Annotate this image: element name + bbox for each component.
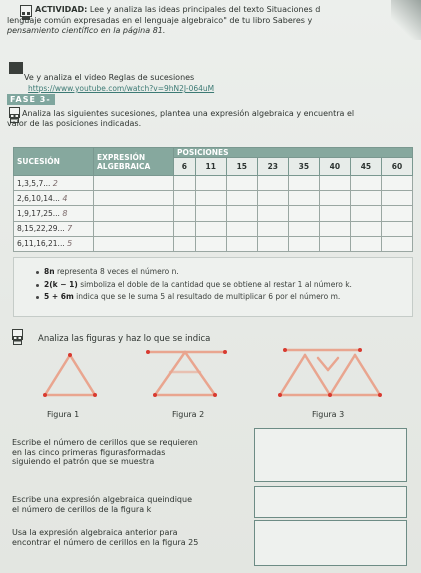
answer-cell[interactable] (350, 176, 381, 191)
answer-cell[interactable] (195, 191, 226, 206)
answer-cell[interactable] (257, 176, 288, 191)
answer-cell[interactable] (350, 221, 381, 236)
answer-box-1[interactable] (254, 428, 407, 482)
answer-cell[interactable] (319, 236, 350, 251)
position-header: 45 (350, 158, 381, 176)
figure-3-triangles (280, 350, 380, 395)
header-sequence: SUCESIÓN (14, 148, 94, 176)
bullet (36, 284, 39, 287)
answer-cell[interactable] (319, 221, 350, 236)
position-header: 35 (288, 158, 319, 176)
answer-cell[interactable] (381, 206, 412, 221)
answer-cell[interactable] (257, 236, 288, 251)
answer-cell[interactable] (257, 206, 288, 221)
answer-cell[interactable] (288, 221, 319, 236)
position-header: 40 (319, 158, 350, 176)
sequence-cell: 1,9,17,25... 8 (14, 206, 94, 221)
table-row (14, 191, 413, 206)
position-header: 23 (257, 158, 288, 176)
position-header: 15 (226, 158, 257, 176)
table-row (14, 221, 413, 236)
bullet (36, 296, 39, 299)
page-corner-shadow (391, 0, 421, 40)
answer-cell[interactable] (226, 221, 257, 236)
answer-cell[interactable] (381, 176, 412, 191)
table-row (14, 176, 413, 191)
bullet (36, 271, 39, 274)
answer-cell[interactable] (350, 206, 381, 221)
position-header: 60 (381, 158, 412, 176)
answer-cell[interactable] (288, 176, 319, 191)
figures-prompt: Analiza las figuras y haz lo que se indica (38, 334, 211, 344)
answer-cell[interactable] (226, 236, 257, 251)
answer-cell[interactable] (319, 176, 350, 191)
expression-cell[interactable] (94, 206, 174, 221)
position-header: 11 (195, 158, 226, 176)
instruction-line-2: valor de las posiciones indicadas. (7, 119, 142, 128)
activity-heading: ACTIVIDAD: (35, 5, 88, 14)
answer-cell[interactable] (350, 236, 381, 251)
answer-cell[interactable] (174, 176, 196, 191)
activity-line-1 (35, 5, 320, 14)
instruction-line-1: Analiza las siguientes sucesiones, plantea una expresión algebraica y encuentra el (22, 109, 355, 118)
sequence-cell: 6,11,16,21... 5 (14, 236, 94, 251)
answer-cell[interactable] (195, 221, 226, 236)
notes-box (13, 257, 413, 317)
sequence-cell: 1,3,5,7... 2 (14, 176, 94, 191)
answer-cell[interactable] (319, 206, 350, 221)
answer-cell[interactable] (195, 236, 226, 251)
answer-cell[interactable] (288, 206, 319, 221)
answer-cell[interactable] (319, 191, 350, 206)
note-3: 5 + 6m indica que se le suma 5 al resultado de multiplicar 6 por el número m. (44, 292, 341, 301)
header-positions: POSICIONES (174, 148, 413, 158)
figure-2-label: Figura 2 (172, 410, 205, 419)
fase-badge: FASE 3- (7, 94, 55, 105)
video-icon (9, 62, 23, 74)
figure-1-triangle (45, 355, 95, 395)
answer-cell[interactable] (174, 206, 196, 221)
answer-cell[interactable] (257, 191, 288, 206)
question-1: Escribe el número de cerillos que se requieren en las cinco primeras figurasformadas siguiendo el patrón que se muestra (12, 438, 198, 466)
expression-cell[interactable] (94, 191, 174, 206)
table-row (14, 236, 413, 251)
answer-box-3[interactable] (254, 520, 407, 566)
video-line: Ve y analiza el video Reglas de sucesiones (24, 73, 195, 82)
answer-cell[interactable] (350, 191, 381, 206)
answer-cell[interactable] (226, 191, 257, 206)
answer-cell[interactable] (174, 191, 196, 206)
handwritten-note: 4 (62, 193, 68, 203)
handwritten-note: 2 (52, 178, 58, 188)
sequence-cell: 8,15,22,29... 7 (14, 221, 94, 236)
position-header: 6 (174, 158, 196, 176)
table-row (14, 206, 413, 221)
handwritten-note: 8 (62, 208, 68, 218)
answer-cell[interactable] (174, 236, 196, 251)
handwritten-note: 7 (67, 224, 73, 234)
answer-box-2[interactable] (254, 486, 407, 518)
activity-line-3: pensamiento científico en la página 81. (7, 26, 166, 35)
answer-cell[interactable] (195, 176, 226, 191)
answer-cell[interactable] (226, 206, 257, 221)
answer-cell[interactable] (381, 236, 412, 251)
activity-text-1: Lee y analiza las ideas principales del texto Situaciones d (89, 5, 321, 14)
answer-cell[interactable] (226, 176, 257, 191)
expression-cell[interactable] (94, 176, 174, 191)
question-2: Escribe una expresión algebraica queindique el número de cerillos de la figura k (12, 495, 192, 514)
header-expression: EXPRESIÓN ALGEBRAICA (94, 148, 174, 176)
answer-cell[interactable] (288, 236, 319, 251)
expression-cell[interactable] (94, 221, 174, 236)
question-3: Usa la expresión algebraica anterior para encontrar el número de cerillos en la figura 25 (12, 528, 199, 547)
answer-cell[interactable] (381, 191, 412, 206)
figures-icon (12, 329, 23, 340)
expression-cell[interactable] (94, 236, 174, 251)
answer-cell[interactable] (381, 221, 412, 236)
note-2: 2(k − 1) simboliza el doble de la cantidad que se obtiene al restar 1 al número k. (44, 280, 352, 289)
answer-cell[interactable] (174, 221, 196, 236)
sequence-cell: 2,6,10,14... 4 (14, 191, 94, 206)
figure-1-label: Figura 1 (47, 410, 80, 419)
answer-cell[interactable] (288, 191, 319, 206)
table-icon (9, 107, 20, 118)
answer-cell[interactable] (257, 221, 288, 236)
figure-3-label: Figura 3 (312, 410, 345, 419)
video-link[interactable]: https://www.youtube.com/watch?v=9hN2J-064uM (28, 84, 215, 93)
figure-2-triangles (148, 352, 225, 395)
sequence-table (13, 147, 413, 252)
handwritten-note: 5 (67, 239, 73, 249)
matchstick-figures (0, 340, 421, 400)
note-1: 8n representa 8 veces el número n. (44, 267, 179, 276)
answer-cell[interactable] (195, 206, 226, 221)
activity-line-2: lenguaje común expresadas en el lenguaje algebraico" de tu libro Saberes y (7, 16, 313, 25)
